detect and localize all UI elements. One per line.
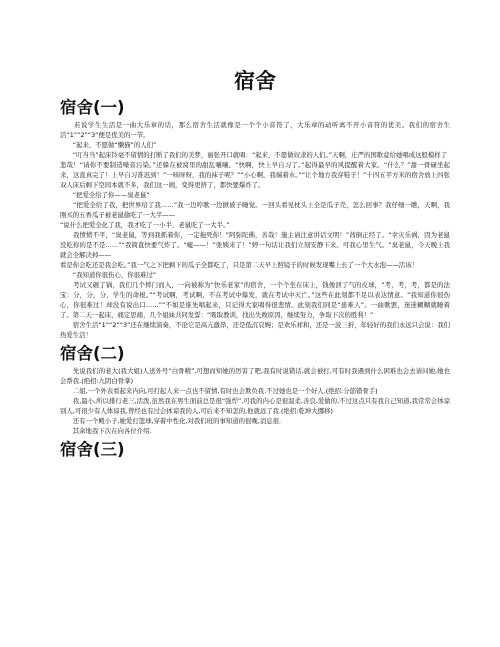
paragraph: “把爱全给了我，把世界给了我……”我一边哼歌一边掀被子睡觉。一回头看见枕头上全是瓜子壳，怎么回事？我仔细一瞧，天啊，我刚买的五香瓜子被老鼠偷吃了一大半—— bbox=[60, 201, 450, 219]
section-gap bbox=[60, 340, 450, 342]
paragraph: “把爱全给了你——臭老鼠” bbox=[60, 191, 150, 199]
paragraph: “说什么把爱全化了我，我才吃了一小半，老鼠吃了一大半。” bbox=[60, 221, 230, 229]
paragraph: 宿舍生活“1”“2”“3”还在继续演奏，不论它是高亢激昂，还是低沉哀婉；是欢乐祥和，还是一波三折，年轻好的我们永远只会说：我们热爱生活！ bbox=[60, 321, 450, 339]
paragraph: 若说学生生活是一曲大乐章的话，那么宿舍生活就像是一个个小音符了，大乐章的动听离不开小音符的优美。我们的宿舍生活“1”“2”“3”便是优美的一节。 bbox=[60, 121, 450, 139]
paragraph: 还有一个殿小子,她爱打篮球,穿着中性化,对我们班的事知道的很晚,消息很. bbox=[60, 417, 282, 425]
paragraph: 二姐,一个外表看起来内向,可打起人来一点也不留情,有时也会欺负我.不过她也是一个好人.(绝招:分筋错骨手) bbox=[60, 387, 378, 395]
section-heading: 宿舍(二) bbox=[60, 344, 125, 363]
paragraph: “我知道你很伤心，你很难过” bbox=[60, 271, 157, 279]
paragraph: 考试又砸了锅，我们几个摔门而入，一向被称为“快乐老家”的宿舍，一个个坐在床上，钱像泄了气的皮球，“考，考，考，都是的法宝：分，分，分，学生的命根。”“考试啊，考试啊，不在考试中爆发，就在考试中灭亡。”这些在此刻都不足以表达情意。“我知道你很伤心，你很难过！却没有说出口……”“不如是谁先唱起来，只记得大家唱得很悲情。此刻我们同是“患难人”。一曲歌罢，迷迷糊糊就睡着了。第二天一起床，痛定思痛，几个姐妹共同发誓：“吸取教训，找出失败原因，继续努力，争取下次的胜利！” bbox=[60, 281, 450, 319]
paragraph: 我,最小,所以排行老三,活泼,虽然我在男生面前总是很“强悍”,可我的内心是很温柔,善良,爱做的,不过这点只有我自己知道,我常常会体谅别人,可很少有人体谅我,曾经也有过会体谅我的人,可后来不知怎的,他就远了我.(绝招:乾坤大挪移) bbox=[60, 397, 450, 415]
paragraph: 看是你会吃还是我会吃。”我一气之下把剩下的瓜子全都吃了，只是第二天早上照镜子的时候发现嘴上长了一个大水泡——活该！ bbox=[60, 261, 418, 269]
paragraph: 悲哉！“请你不要制造噪音污染。”还躲在被窝里的甜乱嚷嚷。“快啊，快上早自习了。”起得最早的风提醒着大家。“什么？”甜一骨碌坐起来，这直真完了！上早自习准迟到！”一咳呀呀，我的袜子呢？”“小心啊，我端着水。”“让个地方我穿鞋子！”十四五平方米的宿舍放上四张双人床后剩下空间本就不多，我们这一闹，变得更挤了，都快要爆炸了。 bbox=[60, 161, 450, 189]
document-title: 宿舍 bbox=[234, 69, 276, 93]
document-page bbox=[60, 68, 450, 462]
paragraph: 我愤愤不平，“臭老鼠，等到我抓着你，一定拖死你！”阿弥陀佛，善哉！施主请注意讲话文明！”茜倒正经了。“幸灾乐祸，因为老鼠没吃你的是不是……”“我简直快要气炸了。“嘘——！”张姨来了！”婷一句话让我们立刻安静下来。可我心里生气。“臭老鼠，今天晚上我就会全解决掉—— bbox=[60, 231, 450, 259]
section-gap bbox=[60, 436, 450, 438]
paragraph: 先说我们的老大(我大姐)人送外号“白骨精”,可想而知她的厉害了吧,我有时说错话,就会被打,可有时我遇到什么困难也会去请问她,她也会帮我.(绝招:九阴白骨掌) bbox=[60, 367, 450, 385]
paragraph: 其余地我下次在向各位介绍. bbox=[60, 427, 152, 435]
section-heading: 宿舍(一) bbox=[60, 98, 125, 117]
paragraph: “起来，不愿做“懒猫”的人们” bbox=[60, 141, 157, 149]
paragraph: “叮当当”起床铃毫不留情的打断了我们的美梦，丽张开口就唱：“起来，不愿做奴隶的人们。”天啊，庄严的国歌竟给她唱成这般模样了 bbox=[60, 151, 448, 159]
document-body bbox=[60, 98, 450, 460]
section-heading: 宿舍(三) bbox=[60, 440, 125, 459]
